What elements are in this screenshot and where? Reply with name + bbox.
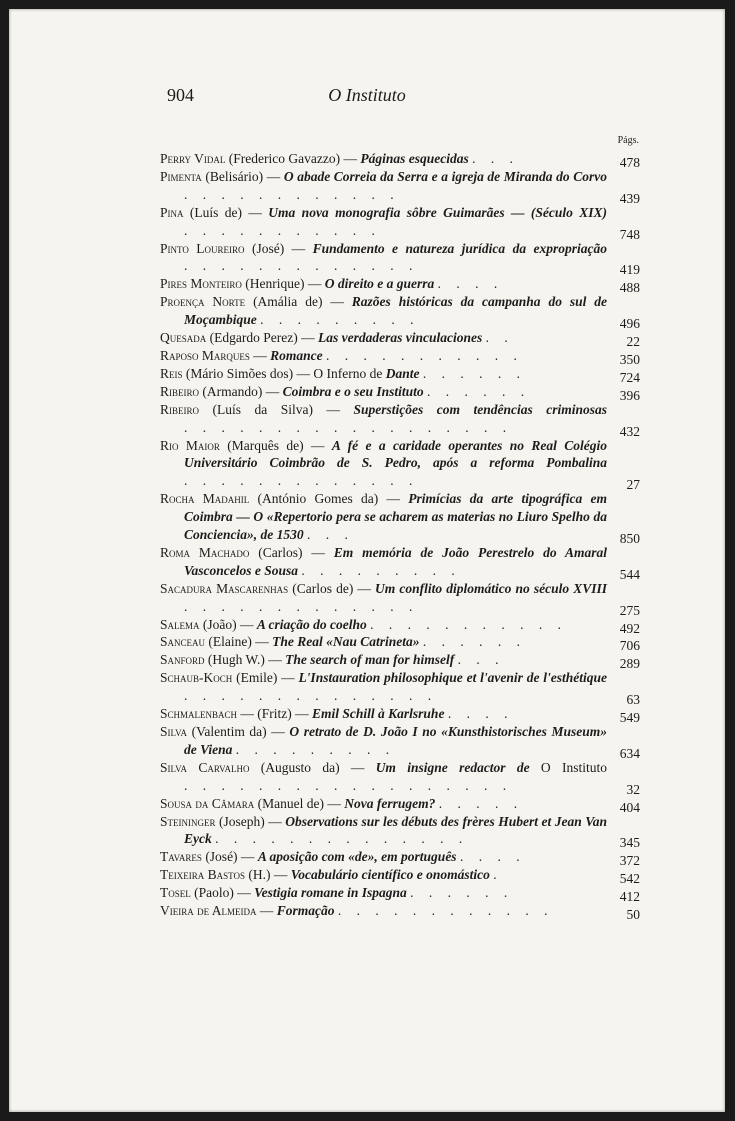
author-detail: (José) — xyxy=(251,240,313,256)
dot-leader: . . . . . . . . . . . . xyxy=(337,903,554,919)
index-entry xyxy=(160,866,640,887)
index-entry xyxy=(160,204,640,240)
author-name: Sacadura Mascarenhas xyxy=(160,580,289,596)
entry-text xyxy=(160,723,607,759)
work-title: Dante xyxy=(385,365,420,381)
index-entry xyxy=(160,437,640,491)
dot-leader: . . . xyxy=(457,652,505,668)
index-entry xyxy=(160,329,640,350)
entry-text xyxy=(160,240,607,276)
dot-leader: . . . . . . . . . . . . xyxy=(184,186,400,202)
entry-text xyxy=(160,795,607,813)
author-detail: (Edgardo Perez) — xyxy=(209,330,318,346)
pages-column-label: Págs. xyxy=(617,135,639,146)
work-title: Coimbra e o seu Instituto xyxy=(282,383,424,399)
entry-text xyxy=(160,884,607,902)
author-name: Ribeiro xyxy=(160,401,200,417)
running-head xyxy=(9,85,725,109)
work-title: Nova ferrugem? xyxy=(344,795,436,811)
author-detail: (José) — xyxy=(205,849,258,865)
work-title: A fé e a caridade operantes no Real Colégio Universitário Coimbrão de S. Pedro, após a reforma Pombalina xyxy=(184,437,607,471)
work-title: O abade Correia da Serra e a igreja de Miranda do Corvo xyxy=(283,168,608,184)
entry-text xyxy=(160,490,607,544)
entry-text xyxy=(160,347,607,365)
entry-text xyxy=(160,150,607,168)
work-title: L'Instauration philosophique et l'avenir de l'esthétique xyxy=(298,670,608,686)
work-title: Uma nova monografia sôbre Guimarães — (Século XIX) xyxy=(268,204,608,220)
book-page xyxy=(9,9,725,1112)
journal-title: O Instituto xyxy=(328,85,406,105)
work-title: Emil Schill à Karlsruhe xyxy=(312,706,445,722)
dot-leader: . . . . . . . . . . . xyxy=(370,616,568,632)
entry-page-number: 724 xyxy=(619,369,640,385)
entry-page-number: 275 xyxy=(619,602,640,618)
author-detail: (Belisário) — xyxy=(205,168,284,184)
dot-leader: . . xyxy=(485,330,514,346)
author-name: Proença Norte xyxy=(160,294,246,310)
dot-leader: . xyxy=(493,867,503,883)
author-name: Ribeiro xyxy=(160,383,200,399)
dot-leader: . . . . . xyxy=(438,795,524,811)
author-name: Schmalenbach xyxy=(160,706,238,722)
entry-page-number: 432 xyxy=(619,423,640,439)
entry-text xyxy=(160,401,607,437)
index-entry xyxy=(160,759,640,795)
entry-page-number: 27 xyxy=(626,477,640,493)
dot-leader: . . . . . . . . . . . . . . . . . . xyxy=(184,419,513,435)
author-detail: (Amália de) — xyxy=(253,294,352,310)
index-entry xyxy=(160,275,640,296)
dot-leader: . . . . xyxy=(459,849,526,865)
author-name: Vieira de Almeida xyxy=(160,903,257,919)
author-name: Pimenta xyxy=(160,168,202,184)
author-name: Quesada xyxy=(160,330,207,346)
index-entry xyxy=(160,669,640,708)
author-detail: (Henrique) — xyxy=(245,276,325,292)
work-title: Formação xyxy=(276,903,335,919)
page-number: 904 xyxy=(167,85,194,105)
author-name: Reis xyxy=(160,365,183,381)
entry-text xyxy=(160,813,607,849)
entry-page-number: 634 xyxy=(619,745,640,761)
entry-text xyxy=(160,365,607,383)
entry-text xyxy=(160,275,607,293)
index-entry xyxy=(160,544,640,580)
dot-leader: . . . . . . . . . xyxy=(260,312,420,328)
work-title: Superstições com tendências criminosas xyxy=(353,401,607,417)
work-title: A aposição com «de», em português xyxy=(257,849,457,865)
work-title: Razões históricas da campanha do sul de Moçambique xyxy=(184,294,608,328)
dot-leader: . . . . . . xyxy=(410,885,514,901)
author-detail: (Hugh W.) — xyxy=(207,652,286,668)
entry-text xyxy=(160,168,607,204)
author-detail: — xyxy=(253,347,271,363)
author-name: Pires Monteiro xyxy=(160,276,242,292)
author-name: Silva Carvalho xyxy=(160,759,250,775)
author-detail: (Elaine) — xyxy=(208,634,273,650)
index-entry xyxy=(160,490,640,547)
entry-text xyxy=(160,616,607,634)
author-detail: (Mário Simões dos) — O Inferno de xyxy=(185,365,386,381)
author-name: Schaub-Koch xyxy=(160,670,233,686)
dot-leader: . . . . . . . . . . . . . . xyxy=(215,831,469,847)
author-detail: (Luís da Silva) — xyxy=(212,401,354,417)
entry-text xyxy=(160,902,607,920)
entry-page-number: 544 xyxy=(619,566,640,582)
author-detail: (António Gomes da) — xyxy=(257,491,409,507)
author-name: Raposo Marques xyxy=(160,347,250,363)
entry-text xyxy=(160,437,607,491)
entry-page-number: 488 xyxy=(619,280,640,296)
author-detail: (Carlos de) — xyxy=(292,580,375,596)
index-entry xyxy=(160,150,640,168)
index-entry xyxy=(160,383,640,401)
entry-page-number: 372 xyxy=(619,853,640,869)
author-name: Rocha Madahil xyxy=(160,491,250,507)
entry-page-number: 706 xyxy=(619,638,640,654)
author-detail: (Carlos) — xyxy=(258,544,334,560)
entry-text xyxy=(160,383,607,401)
entry-text xyxy=(160,293,607,329)
work-title: Um conflito diplomático no século XVIII xyxy=(375,580,607,596)
author-name: Steininger xyxy=(160,813,216,829)
entry-page-number: 478 xyxy=(619,155,640,170)
entry-text xyxy=(160,329,607,347)
author-detail: — xyxy=(259,903,277,919)
entry-page-number: 542 xyxy=(619,871,640,887)
author-detail: (Luís de) — xyxy=(189,204,269,220)
author-name: Teixeira Bastos xyxy=(160,867,245,883)
author-detail: (Joseph) — xyxy=(219,813,286,829)
entry-text xyxy=(160,204,607,240)
author-name: Tavares xyxy=(160,849,202,865)
entry-page-number: 396 xyxy=(619,387,640,403)
work-title: Las verdaderas vinculaciones xyxy=(317,330,483,346)
dot-leader: . . . . xyxy=(447,706,514,722)
entry-page-number: 404 xyxy=(619,799,640,815)
index-entry xyxy=(160,848,640,869)
author-detail: (Emile) — xyxy=(236,670,299,686)
entry-page-number: 412 xyxy=(619,889,640,905)
dot-leader: . . . . . . . . . xyxy=(235,741,396,757)
dot-leader: . . . . . . . . . . . . . xyxy=(184,473,419,489)
index-entry xyxy=(160,902,640,923)
index-entry xyxy=(160,795,640,813)
dot-leader: . . . xyxy=(472,151,519,166)
dot-leader: . . . . . . xyxy=(422,365,526,381)
index-entry xyxy=(160,580,640,616)
dot-leader: . . . . . . . . . xyxy=(301,562,461,578)
index-entry xyxy=(160,633,640,654)
dot-leader: . . . . . . . . . . . . . . . . . . xyxy=(184,777,513,793)
author-detail: — (Fritz) — xyxy=(240,706,313,722)
author-detail: (Valentim da) — xyxy=(191,724,290,739)
author-name: Sanford xyxy=(160,652,205,668)
work-title: Primícias da arte tipográfica em Coimbra — O «Repertorio pera se acharem as materias no Liuro Spelho da Conciencia», de 1530 xyxy=(184,491,608,543)
author-name: Pinto Loureiro xyxy=(160,240,245,256)
dot-leader: . . . . . . xyxy=(422,634,527,650)
author-name: Rio Maior xyxy=(160,437,220,453)
entry-page-number: 345 xyxy=(619,835,640,851)
author-name: Tosel xyxy=(160,885,191,901)
entry-page-number: 419 xyxy=(619,262,640,278)
index-entry xyxy=(160,884,640,905)
entry-text xyxy=(160,580,607,616)
author-detail: (Paolo) — xyxy=(194,885,255,901)
entry-page-number: 850 xyxy=(619,531,640,547)
dot-leader: . . . . . . . . . . . xyxy=(326,347,523,363)
work-title: Fundamento e natureza jurídica da expropriação xyxy=(312,240,607,256)
index-entry xyxy=(160,365,640,383)
index-entry xyxy=(160,616,640,634)
work-title: Páginas esquecidas xyxy=(360,151,469,166)
index-entry xyxy=(160,723,640,759)
entry-text xyxy=(160,669,607,705)
work-title: Observations sur les débuts des frères Hubert et Jean Van Eyck xyxy=(184,813,607,847)
author-name: Sousa da Câmara xyxy=(160,795,255,811)
dot-leader: . . . xyxy=(307,527,354,543)
author-detail: (João) — xyxy=(202,616,257,632)
work-title: The search of man for himself xyxy=(285,652,455,668)
work-title: Um insigne redactor de xyxy=(375,759,530,775)
index-entry xyxy=(160,651,640,672)
entry-text xyxy=(160,848,607,866)
work-title: Vestigia romane in Ispagna xyxy=(254,885,407,901)
entry-page-number: 32 xyxy=(626,781,640,797)
dot-leader: . . . . . . . . . . . . . xyxy=(184,598,419,614)
dot-leader: . . . . . . . . . . . . . xyxy=(184,258,419,274)
work-title: Em memória de João Perestrelo do Amaral Vasconcelos e Sousa xyxy=(184,544,607,578)
entry-text xyxy=(160,866,607,884)
index-entry xyxy=(160,813,640,849)
entry-page-number: 549 xyxy=(619,710,640,726)
entry-page-number: 63 xyxy=(626,692,640,708)
dot-leader: . . . . . . . . . . . xyxy=(184,222,381,238)
dot-leader: . . . . . . xyxy=(427,383,531,399)
entry-page-number: 289 xyxy=(619,656,640,672)
index-entry xyxy=(160,293,640,332)
author-detail: (Marquês de) — xyxy=(227,437,332,453)
work-title: Vocabulário científico e onomástico xyxy=(290,867,490,883)
entry-page-number: 496 xyxy=(619,316,640,332)
index-entry xyxy=(160,168,640,204)
dot-leader: . . . . . . . . . . . . . . xyxy=(184,688,438,704)
author-detail: (Armando) — xyxy=(202,383,283,399)
work-title: O retrato de D. João I no «Kunsthistorisches Museum» de Viena xyxy=(184,724,608,757)
entry-text xyxy=(160,705,607,723)
author-index-list xyxy=(160,150,640,923)
work-title: Romance xyxy=(270,347,323,363)
author-name: Salema xyxy=(160,616,200,632)
author-detail: (Manuel de) — xyxy=(257,795,345,811)
entry-text xyxy=(160,633,607,651)
entry-page-number: 439 xyxy=(619,190,640,206)
index-entry xyxy=(160,401,640,437)
index-entry xyxy=(160,705,640,726)
author-detail: (Frederico Gavazzo) — xyxy=(228,151,361,166)
author-name: Sanceau xyxy=(160,634,206,650)
dot-leader: . . . . xyxy=(437,276,504,292)
work-title: O direito e a guerra xyxy=(324,276,435,292)
work-title: The Real «Nau Catrineta» xyxy=(272,634,420,650)
author-name: Pina xyxy=(160,204,184,220)
index-entry xyxy=(160,240,640,276)
entry-page-number: 350 xyxy=(619,351,640,367)
author-detail: (Augusto da) — xyxy=(260,759,376,775)
author-name: Roma Machado xyxy=(160,544,250,560)
work-title: A criação do coelho xyxy=(256,616,367,632)
entry-page-number: 22 xyxy=(626,334,640,350)
author-name: Perry Vidal xyxy=(160,151,226,166)
index-entry xyxy=(160,347,640,365)
author-detail: (H.) — xyxy=(248,867,291,883)
entry-page-number: 492 xyxy=(619,620,640,636)
entry-text xyxy=(160,759,607,795)
work-trail: O Instituto xyxy=(529,759,607,775)
author-name: Silva xyxy=(160,724,188,739)
entry-page-number: 748 xyxy=(619,226,640,242)
entry-text xyxy=(160,651,607,669)
entry-page-number: 50 xyxy=(626,907,640,923)
entry-text xyxy=(160,544,607,580)
